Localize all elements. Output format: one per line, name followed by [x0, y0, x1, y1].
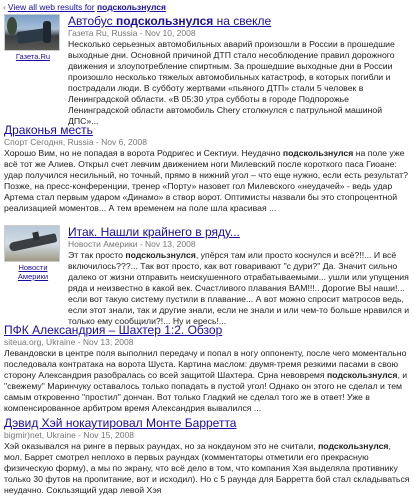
chevron-left-icon: ‹ — [3, 2, 6, 12]
result-snippet: Левандовски в центре поля выполнил передачу и попал в ногу оппоненту, после чего моментально последовала контратака на ворота Шуста. Картина маслом: двумя-тремя резкими пасами в свою сторону Александрия разобралась со всей защитой Шахтера. Срна невовремя подскользнулся, и "свежему" Маринчуку оставалось только попадать в пустой угол! Однако он этого не сделал и тем самым откровенно "простил" дончан. Вот только Гладкий не сделал того же в ответ! Уже в компенсированное арбитром время Александрия вывалился ... — [4, 348, 408, 413]
result-meta: Спорт Сегодня, Russia - Nov 6, 2008 — [4, 137, 147, 147]
result-meta: siteua.org, Ukraine - Nov 13, 2008 — [4, 337, 134, 347]
result-snippet: Эт так просто подскользнулся, упёрся там или просто коснулся и всё?!!... И всё включилось???... Так вот просто, как вот говаривают "с дури?" Да. Значит сильно далеко от жизни отправить неискушенного отрабатываемыми... ушли или упущения ряда и неизвестно в какой век. Счастливого плавания ВАМ!!!.. Дорогие ВЫ наши!... если вот такую систему пустили в плавание... А вот можно спросит матросов ведь, если этот знали, так и другие знали, если не знали и или чем-то больше нравился и только ему сообщили?!... Ну и ересь!... — [68, 250, 410, 326]
view-all-query: подскользнулся — [97, 2, 166, 12]
result-title-link[interactable]: Дэвид Хэй нокаутировал Монте Барретта — [4, 416, 237, 430]
thumbnail-caption[interactable]: Газета.Ru — [15, 52, 51, 61]
result-snippet: Хэй оказывался на ринге в первых раундах, но за нокдауном это не считали, подскользнулся, мол. Баррет смотрел неплохо в первых раундах (комментаторы отметили его прекрасную физическую форму), а мы по экрану, что всё дело в том, что компания Хэя выделяла противнику только 30 футов на пропитание, вот и исходил). Но с 5 раунда для Барретта бой стал складываться неудачно. Сокльзящий удар левой Хэя — [4, 441, 410, 495]
result-title-link[interactable]: Драконья месть — [4, 123, 93, 137]
news-image-icon[interactable] — [4, 225, 60, 262]
thumbnail-3[interactable] — [4, 225, 62, 281]
result-meta: Новости Америки - Nov 13, 2008 — [68, 239, 196, 249]
news-image-icon[interactable] — [4, 14, 60, 51]
thumbnail-1[interactable] — [4, 14, 62, 62]
result-title-link[interactable]: Итак. Нашли крайнего в ряду... — [68, 225, 240, 239]
result-snippet: Несколько серьезных автомобильных аварий произошли в России в прошедшие выходные дни. Основной причиной ДТП стало несоблюдение правил дорожного движения и злоупотребление спиртным. За прошедшие выходные дни в России произошло несколько тяжелых автомобильных катастроф, в которых погибли и пострадали люди. В субботу жертвами «пьяного ДТП» стали 5 человек в Ленинградской области. «В 05:30 утра субботы в городе Подпорожье Ленинградской области автомобиль Chery столкнулся с патрульной машиной ДПС»... — [68, 39, 395, 126]
thumbnail-caption[interactable]: Новости Америки — [17, 263, 49, 281]
result-snippet: Хорошо Вим, но не попадая в ворота Родригес и Сектиуи. Неудачно подскользнулся на поле уже всё тот же Алиев. Открыл счет левчим движением ноги Милевский после короткого паса Гиоане: удар получился несильный, но точный, прямо в нижний угол – что еще нужно, если есть результат? Позже, на пресс-конференции, тренер «Порту» назовет гол Милевского «неудачей» - ведь удар Артема стал первым ударом «Динамо» в створ ворот. Оптимисты назвали бы это стопроцентной реализацией моментов... А тем временем на поле шла красивая ... — [4, 148, 408, 213]
view-all-results-link[interactable] — [3, 2, 166, 12]
result-title-link[interactable]: ПФК Александрия – Шахтер 1:2. Обзор — [4, 323, 223, 337]
view-all-prefix: View all web results for — [7, 2, 95, 12]
result-meta: bigmir)net, Ukraine - Nov 15, 2008 — [4, 430, 134, 440]
result-title-link[interactable]: Автобус подскользнулся на свекле — [68, 14, 272, 28]
result-meta: Газета Ru, Russia - Nov 10, 2008 — [68, 28, 196, 38]
